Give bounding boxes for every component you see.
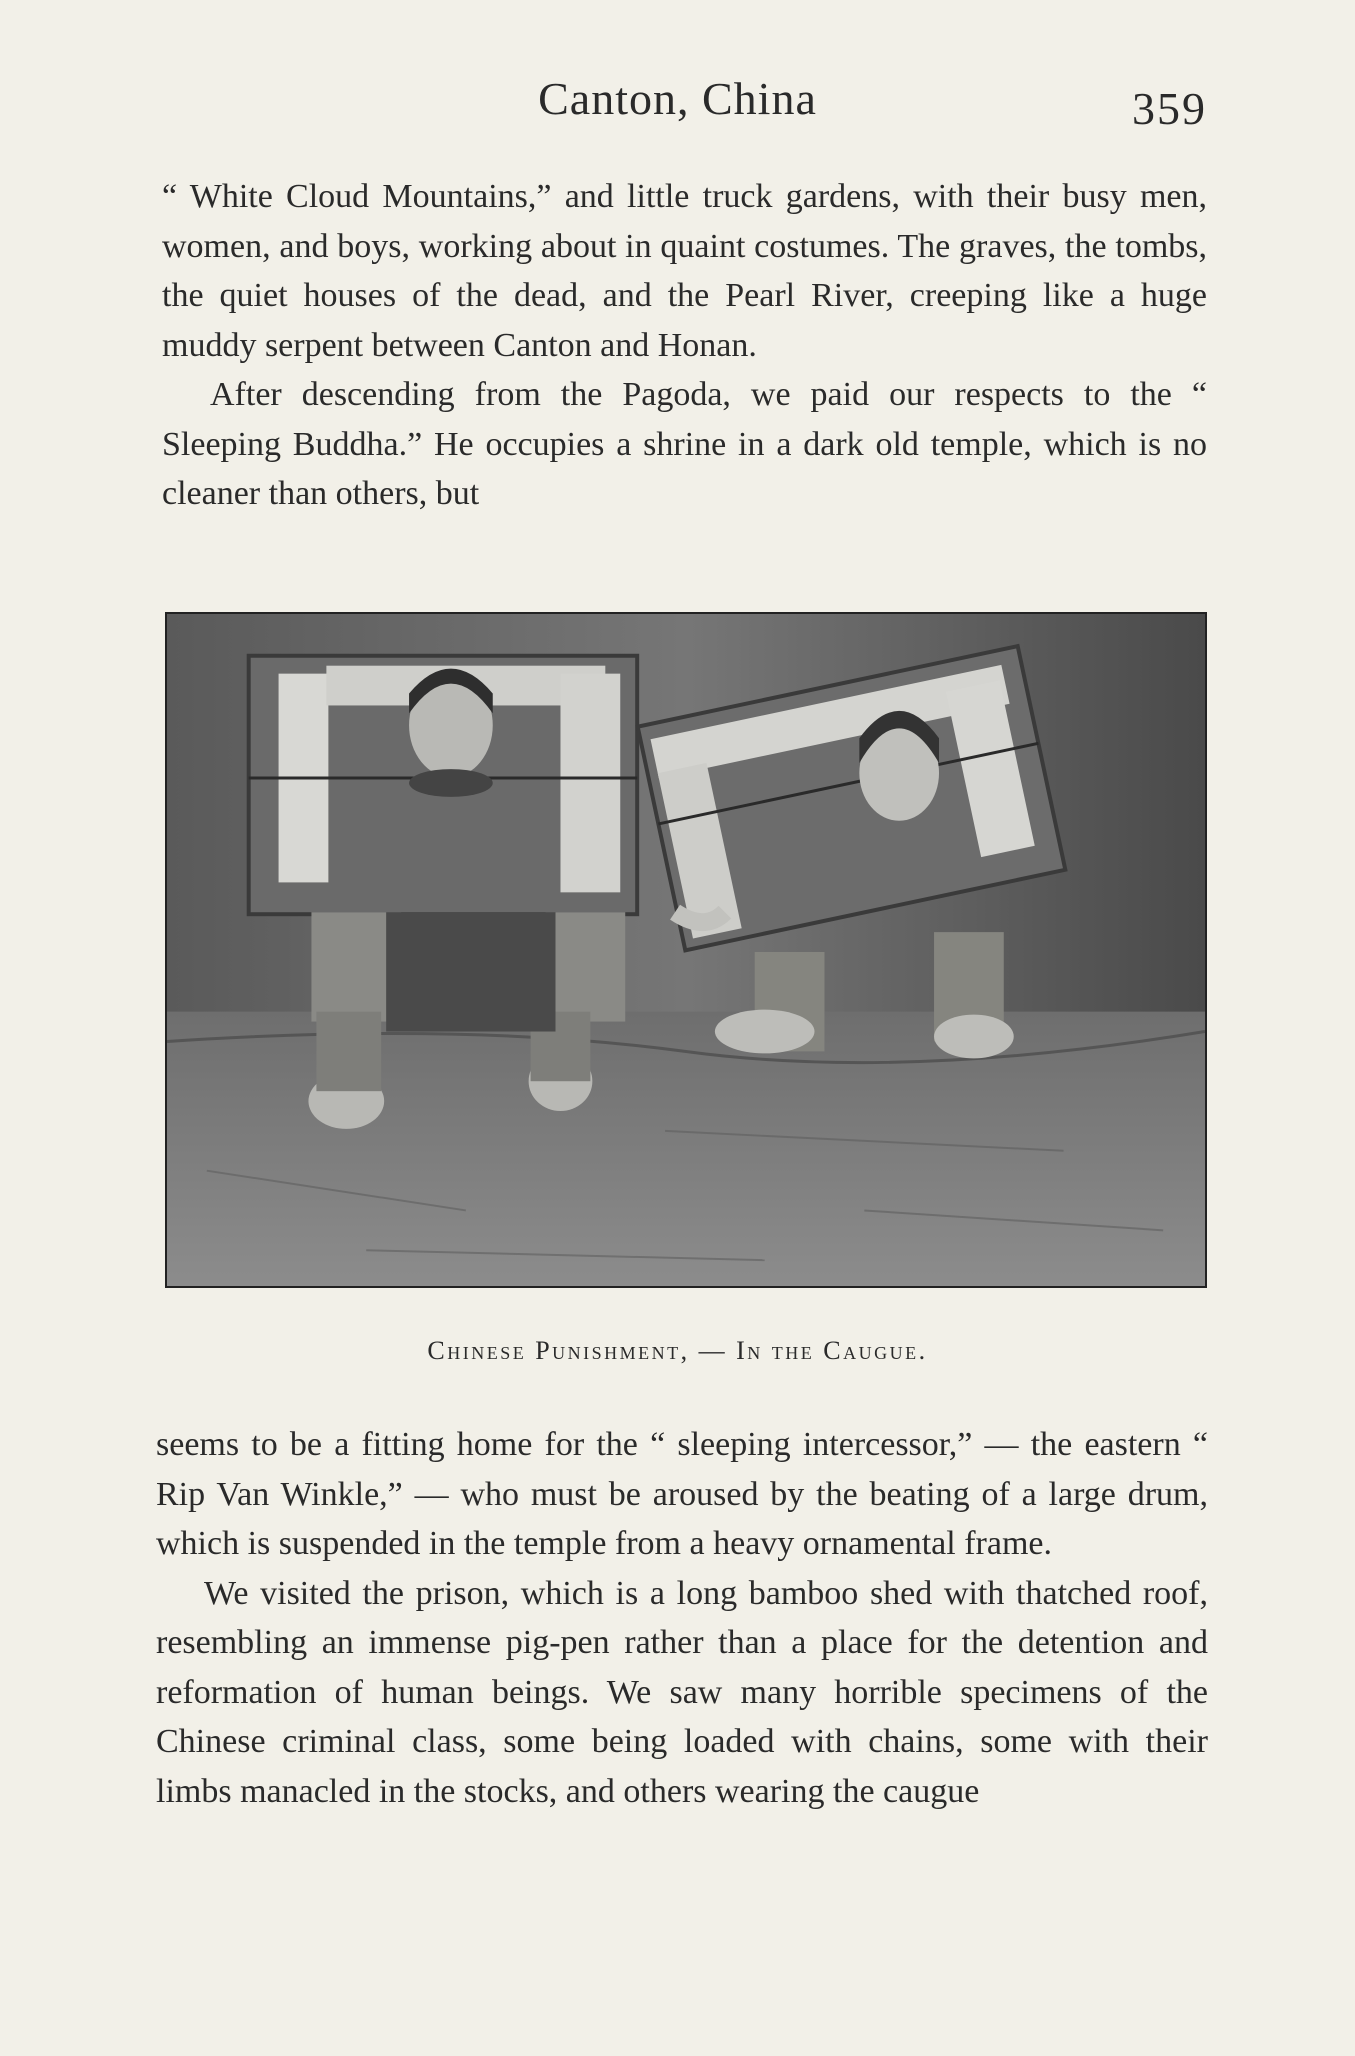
running-head xyxy=(0,72,1355,132)
page-number: 359 xyxy=(1132,83,1207,134)
photograph-illustration xyxy=(167,614,1205,1286)
paragraph: seems to be a fitting home for the “ sleeping intercessor,” — the eastern “ Rip Van Winkle,” — who must be aroused by the beating of a large drum, which is suspended in the temple from a heavy ornamental frame. xyxy=(156,1426,1208,1562)
paragraph: After descending from the Pagoda, we paid our respects to the “ Sleeping Buddha.” He occupies a shrine in a dark old temple, which is no cleaner than others, but xyxy=(162,376,1207,512)
text-block-top xyxy=(162,172,1207,519)
text-block-bottom xyxy=(156,1420,1208,1816)
paragraph: “ White Cloud Mountains,” and little truck gardens, with their busy men, women, and boys, working about in quaint costumes. The graves, the tombs, the quiet houses of the dead, and the Pearl River, creeping like a huge muddy serpent between Canton and Honan. xyxy=(162,178,1207,364)
figure-caption: Chinese Punishment, — In the Caugue. xyxy=(427,1336,928,1365)
running-title: Canton, China xyxy=(538,73,817,124)
paragraph: We visited the prison, which is a long bamboo shed with thatched roof, resembling an immense pig-pen rather than a place for the detention and reformation of human beings. We saw many horrible specimens of the Chinese criminal class, some being loaded with chains, some with their limbs manacled in the stocks, and others wearing the caugue xyxy=(156,1574,1208,1810)
photograph-prisoners-in-caugue xyxy=(165,612,1207,1288)
